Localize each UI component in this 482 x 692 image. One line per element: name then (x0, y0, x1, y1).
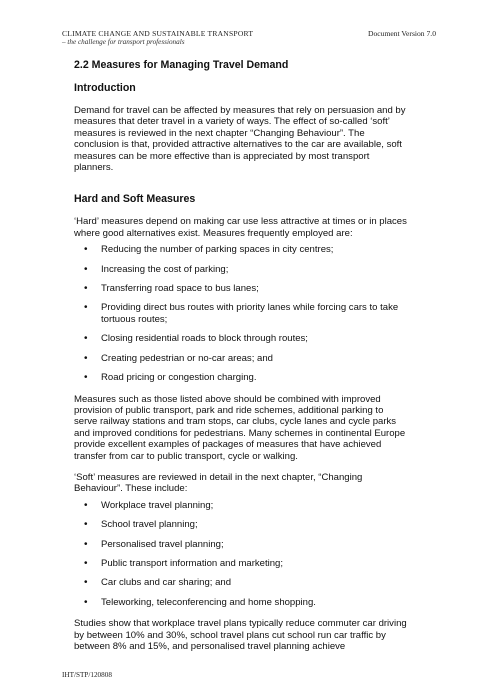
hard-measures-followup: Measures such as those listed above should be combined with improved provision of public transport, park and ride schemes, additional parking to serve railway stations and tram stops, car clubs, cycle lanes and cycle parks and improved conditions for pedestrians. Many schemes in continental Europe provide excellent examples of packages of measures that have achieved transfer from car to public transport, cycle or walking. (74, 393, 406, 462)
soft-measures-intro: ‘Soft’ measures are reviewed in detail in the next chapter, “Changing Behaviour”. These include: (74, 471, 363, 495)
hard-soft-heading: Hard and Soft Measures (74, 193, 196, 206)
list-item: • Providing direct bus routes with priority lanes while forcing cars to take tortuous routes; (74, 302, 408, 325)
closing-paragraph: Studies show that workplace travel plans typically reduce commuter car driving by between 10% and 30%, school travel plans cut school run car traffic by between 8% and 15%, and personalised travel planning achieve (74, 618, 407, 652)
intro-heading: Introduction (74, 82, 136, 94)
list-item: • Creating pedestrian or no-car areas; and (74, 353, 408, 364)
list-item: • Personalised travel planning; (74, 539, 408, 550)
hard-measures-intro: ‘Hard’ measures depend on making car use less attractive at times or in places where good alternatives exist. Measures frequently employed are: (74, 216, 407, 239)
list-item: • Increasing the cost of parking; (74, 264, 408, 275)
header-title: CLIMATE CHANGE AND SUSTAINABLE TRANSPORT (62, 29, 254, 38)
header-subtitle: – the challenge for transport professionals (62, 38, 185, 46)
document-version: Document Version 7.0 (368, 29, 436, 38)
hard-measures-list (74, 244, 408, 383)
list-item: • Closing residential roads to block through routes; (74, 333, 408, 344)
list-item: • Car clubs and car sharing; and (74, 577, 408, 588)
footer-code: IHT/STP/120808 (62, 671, 112, 679)
list-item: • Public transport information and marketing; (74, 558, 408, 569)
list-item: • Transferring road space to bus lanes; (74, 283, 408, 294)
list-item: • Reducing the number of parking spaces in city centres; (74, 244, 408, 255)
list-item: • Workplace travel planning; (74, 500, 408, 511)
list-item: • Road pricing or congestion charging. (74, 372, 408, 383)
list-item: • Teleworking, teleconferencing and home shopping. (74, 597, 408, 608)
soft-measures-list (74, 500, 408, 608)
section-heading: 2.2 Measures for Managing Travel Demand (74, 59, 289, 71)
list-item: • School travel planning; (74, 519, 408, 530)
intro-paragraph: Demand for travel can be affected by measures that rely on persuasion and by measures that deter travel in a variety of ways. The effect of so-called ‘soft’ measures is reviewed in the next chapter “Changing Behaviour”. The conclusion is that, provided attractive alternatives to the car are available, soft measures can be more effective than is appreciated by most transport planners. (74, 105, 406, 174)
page-content (74, 59, 408, 652)
page-header (62, 29, 436, 47)
